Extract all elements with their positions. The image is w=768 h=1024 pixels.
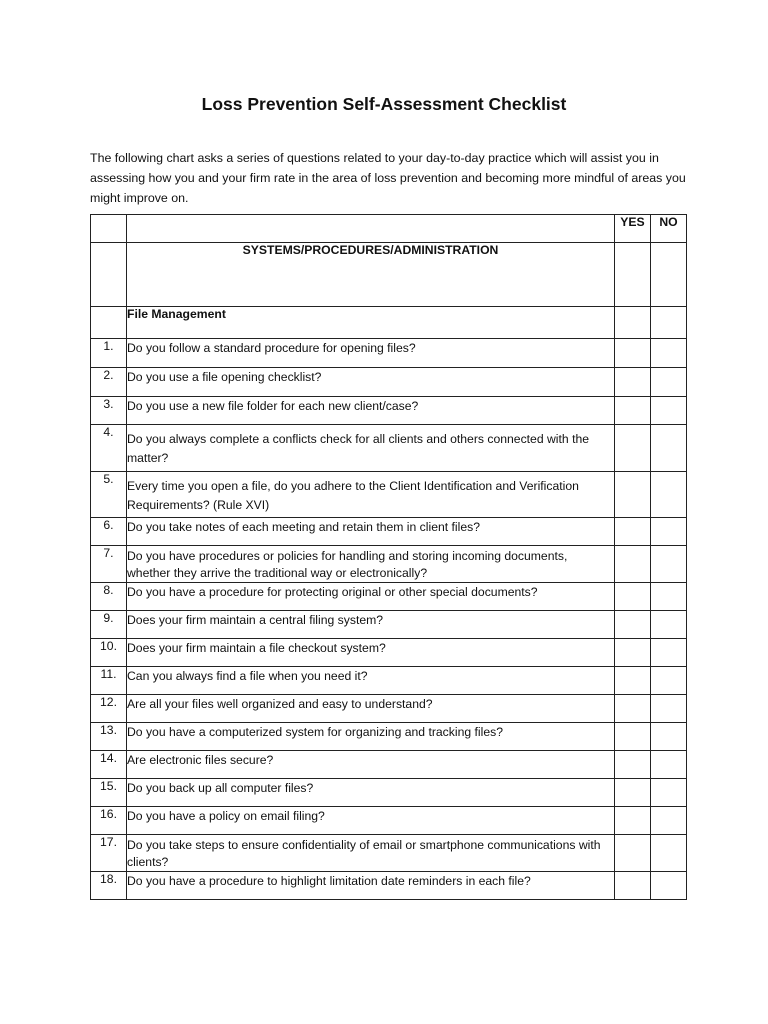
- checklist-row: [91, 872, 687, 900]
- question-number: 7.: [91, 546, 127, 583]
- number-column-header: [91, 215, 127, 243]
- question-text: Do you have a policy on email filing?: [127, 807, 615, 835]
- no-checkbox-cell[interactable]: [651, 339, 687, 368]
- no-checkbox-cell[interactable]: [651, 872, 687, 900]
- question-number: 5.: [91, 472, 127, 518]
- checklist-row: [91, 472, 687, 518]
- question-column-header: [127, 215, 615, 243]
- no-column-header: NO: [651, 215, 687, 243]
- yes-checkbox-cell[interactable]: [615, 397, 651, 425]
- checklist-row: [91, 835, 687, 872]
- question-number: 9.: [91, 611, 127, 639]
- checklist-row: [91, 667, 687, 695]
- checklist-row: [91, 695, 687, 723]
- yes-checkbox-cell[interactable]: [615, 835, 651, 872]
- question-number: 15.: [91, 779, 127, 807]
- yes-checkbox-cell[interactable]: [615, 243, 651, 307]
- checklist-table: [90, 214, 687, 900]
- intro-paragraph: The following chart asks a series of questions related to your day-to-day practice which will assist you in assessing how you and your firm rate in the area of loss prevention and becoming more mindful of areas you might improve on.: [90, 151, 686, 205]
- no-checkbox-cell[interactable]: [651, 546, 687, 583]
- no-checkbox-cell[interactable]: [651, 723, 687, 751]
- no-checkbox-cell[interactable]: [651, 611, 687, 639]
- no-checkbox-cell[interactable]: [651, 639, 687, 667]
- question-number: 17.: [91, 835, 127, 872]
- yes-checkbox-cell[interactable]: [615, 667, 651, 695]
- no-checkbox-cell[interactable]: [651, 667, 687, 695]
- yes-checkbox-cell[interactable]: [615, 546, 651, 583]
- question-text: Can you always find a file when you need it?: [127, 667, 615, 695]
- question-number: 8.: [91, 583, 127, 611]
- yes-checkbox-cell[interactable]: [615, 307, 651, 339]
- checklist-row: [91, 339, 687, 368]
- yes-checkbox-cell[interactable]: [615, 807, 651, 835]
- question-number: 18.: [91, 872, 127, 900]
- question-number: 13.: [91, 723, 127, 751]
- question-number: 1.: [91, 339, 127, 368]
- checklist-row: [91, 751, 687, 779]
- question-text: Do you always complete a conflicts check for all clients and others connected with the matter?: [127, 425, 615, 472]
- header-row: [91, 215, 687, 243]
- yes-checkbox-cell[interactable]: [615, 472, 651, 518]
- no-checkbox-cell[interactable]: [651, 751, 687, 779]
- checklist-row: [91, 779, 687, 807]
- subsection-title: File Management: [127, 307, 615, 339]
- checklist-row: [91, 639, 687, 667]
- no-checkbox-cell[interactable]: [651, 243, 687, 307]
- question-text: Does your firm maintain a file checkout system?: [127, 639, 615, 667]
- question-text: Do you have a procedure to highlight limitation date reminders in each file?: [127, 872, 615, 900]
- subsection-row: [91, 307, 687, 339]
- question-number: 2.: [91, 368, 127, 397]
- question-number: 11.: [91, 667, 127, 695]
- question-number: 10.: [91, 639, 127, 667]
- no-checkbox-cell[interactable]: [651, 695, 687, 723]
- yes-checkbox-cell[interactable]: [615, 695, 651, 723]
- question-number: 14.: [91, 751, 127, 779]
- no-checkbox-cell[interactable]: [651, 835, 687, 872]
- yes-checkbox-cell[interactable]: [615, 339, 651, 368]
- yes-checkbox-cell[interactable]: [615, 425, 651, 472]
- yes-checkbox-cell[interactable]: [615, 583, 651, 611]
- no-checkbox-cell[interactable]: [651, 307, 687, 339]
- question-number: 12.: [91, 695, 127, 723]
- no-checkbox-cell[interactable]: [651, 368, 687, 397]
- question-text: Do you take steps to ensure confidentiality of email or smartphone communications with clients?: [127, 835, 615, 872]
- checklist-row: [91, 397, 687, 425]
- checklist-row: [91, 425, 687, 472]
- question-number: 3.: [91, 397, 127, 425]
- no-checkbox-cell[interactable]: [651, 583, 687, 611]
- yes-checkbox-cell[interactable]: [615, 872, 651, 900]
- question-text: Do you have a computerized system for organizing and tracking files?: [127, 723, 615, 751]
- question-text: Are all your files well organized and easy to understand?: [127, 695, 615, 723]
- subsection-number-cell: [91, 307, 127, 339]
- checklist-row: [91, 546, 687, 583]
- question-text: Every time you open a file, do you adhere to the Client Identification and Verification Requirements? (Rule XVI): [127, 472, 615, 518]
- checklist-row: [91, 583, 687, 611]
- no-checkbox-cell[interactable]: [651, 807, 687, 835]
- no-checkbox-cell[interactable]: [651, 425, 687, 472]
- question-text: Do you have procedures or policies for handling and storing incoming documents, whether they arrive the traditional way or electronically?: [127, 546, 615, 583]
- question-text: Do you use a file opening checklist?: [127, 368, 615, 397]
- no-checkbox-cell[interactable]: [651, 472, 687, 518]
- checklist-row: [91, 368, 687, 397]
- checklist-row: [91, 723, 687, 751]
- section-title: SYSTEMS/PROCEDURES/ADMINISTRATION: [127, 243, 615, 307]
- question-text: Do you use a new file folder for each new client/case?: [127, 397, 615, 425]
- question-text: Do you take notes of each meeting and retain them in client files?: [127, 518, 615, 546]
- document-title: Loss Prevention Self-Assessment Checklist: [201, 94, 567, 114]
- checklist-row: [91, 611, 687, 639]
- question-text: Do you have a procedure for protecting original or other special documents?: [127, 583, 615, 611]
- checklist-row: [91, 518, 687, 546]
- no-checkbox-cell[interactable]: [651, 779, 687, 807]
- yes-checkbox-cell[interactable]: [615, 639, 651, 667]
- no-checkbox-cell[interactable]: [651, 518, 687, 546]
- question-number: 4.: [91, 425, 127, 472]
- yes-column-header: YES: [615, 215, 651, 243]
- section-number-cell: [91, 243, 127, 307]
- question-number: 16.: [91, 807, 127, 835]
- yes-checkbox-cell[interactable]: [615, 518, 651, 546]
- question-text: Do you back up all computer files?: [127, 779, 615, 807]
- yes-checkbox-cell[interactable]: [615, 368, 651, 397]
- yes-checkbox-cell[interactable]: [615, 611, 651, 639]
- section-row: [91, 243, 687, 307]
- checklist-row: [91, 807, 687, 835]
- question-text: Are electronic files secure?: [127, 751, 615, 779]
- yes-checkbox-cell[interactable]: [615, 779, 651, 807]
- question-text: Do you follow a standard procedure for opening files?: [127, 339, 615, 368]
- question-number: 6.: [91, 518, 127, 546]
- no-checkbox-cell[interactable]: [651, 397, 687, 425]
- yes-checkbox-cell[interactable]: [615, 751, 651, 779]
- yes-checkbox-cell[interactable]: [615, 723, 651, 751]
- question-text: Does your firm maintain a central filing system?: [127, 611, 615, 639]
